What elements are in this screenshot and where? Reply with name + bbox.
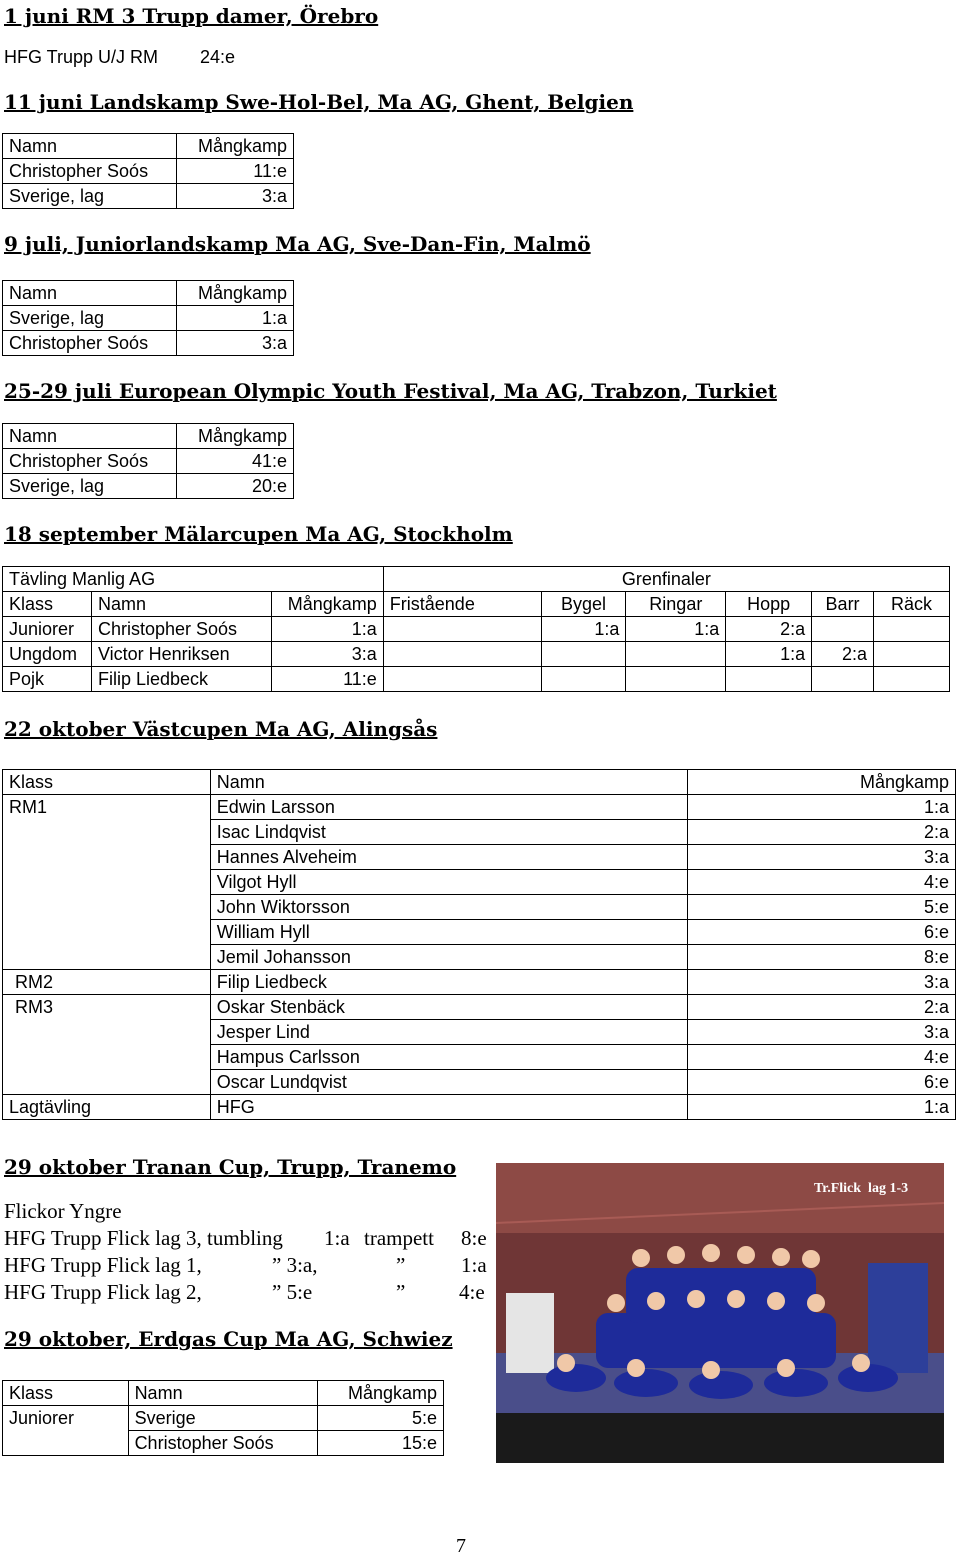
table-header-row bbox=[3, 770, 956, 795]
result-cell: 3:a bbox=[688, 845, 956, 870]
table-row bbox=[3, 1431, 444, 1456]
class-cell bbox=[3, 1070, 211, 1095]
table-row bbox=[3, 449, 294, 474]
table-group-row bbox=[3, 567, 950, 592]
table-row bbox=[3, 845, 956, 870]
result-cell: 15:e bbox=[318, 1431, 444, 1456]
result-line-team: HFG Trupp Flick lag 1, bbox=[4, 1253, 202, 1277]
result-cell: 1:a bbox=[541, 617, 626, 642]
header-cell: Namn bbox=[3, 281, 177, 306]
result-line-value: 1:a bbox=[324, 1226, 350, 1250]
section-heading-orebro: 1 juni RM 3 Trupp damer, Örebro bbox=[4, 4, 379, 28]
result-line-team: HFG Trupp Flick lag 2, bbox=[4, 1280, 202, 1304]
result-cell: 20:e bbox=[177, 474, 294, 499]
results-table-ghent bbox=[2, 133, 294, 209]
class-cell: Pojk bbox=[3, 667, 92, 692]
table-row bbox=[3, 617, 950, 642]
section-heading-trabzon: 25-29 juli European Olympic Youth Festival, Ma AG, Trabzon, Turkiet bbox=[4, 379, 777, 403]
class-cell: Juniorer bbox=[3, 1406, 129, 1431]
table-header-row bbox=[3, 592, 950, 617]
result-cell bbox=[541, 642, 626, 667]
header-cell: Klass bbox=[3, 1381, 129, 1406]
results-table-alingsas bbox=[2, 769, 956, 1120]
result-cell bbox=[812, 667, 874, 692]
class-cell: RM3 bbox=[3, 995, 211, 1020]
table-row bbox=[3, 184, 294, 209]
result-cell bbox=[874, 667, 950, 692]
result-cell: 4:e bbox=[688, 870, 956, 895]
table-header-row bbox=[3, 424, 294, 449]
table-row bbox=[3, 920, 956, 945]
name-cell: Sverige, lag bbox=[3, 306, 177, 331]
result-line-label: trampett bbox=[364, 1226, 434, 1250]
result-cell: 8:e bbox=[688, 945, 956, 970]
class-cell bbox=[3, 1020, 211, 1045]
class-cell bbox=[3, 1045, 211, 1070]
name-cell: Hampus Carlsson bbox=[210, 1045, 687, 1070]
result-cell: 3:a bbox=[271, 642, 383, 667]
table-row bbox=[3, 306, 294, 331]
header-cell: Fristående bbox=[383, 592, 541, 617]
name-cell: Oscar Lundqvist bbox=[210, 1070, 687, 1095]
result-line-label: ” bbox=[396, 1280, 406, 1304]
team-photo bbox=[496, 1163, 944, 1463]
name-cell: Oskar Stenbäck bbox=[210, 995, 687, 1020]
header-cell: Mångkamp bbox=[177, 281, 294, 306]
name-cell: William Hyll bbox=[210, 920, 687, 945]
header-cell: Räck bbox=[874, 592, 950, 617]
page-number: 7 bbox=[456, 1535, 466, 1557]
name-cell: Isac Lindqvist bbox=[210, 820, 687, 845]
header-cell: Namn bbox=[3, 134, 177, 159]
name-cell: Sverige, lag bbox=[3, 184, 177, 209]
result-cell: 1:a bbox=[177, 306, 294, 331]
name-cell: Sverige bbox=[128, 1406, 318, 1431]
table-row bbox=[3, 995, 956, 1020]
table-row bbox=[3, 970, 956, 995]
section-heading-alingsas: 22 oktober Västcupen Ma AG, Alingsås bbox=[4, 717, 438, 741]
name-cell: John Wiktorsson bbox=[210, 895, 687, 920]
name-cell: Jesper Lind bbox=[210, 1020, 687, 1045]
results-table-erdgas bbox=[2, 1380, 444, 1456]
table-row bbox=[3, 795, 956, 820]
name-cell: Victor Henriksen bbox=[91, 642, 271, 667]
header-cell: Hopp bbox=[726, 592, 812, 617]
result-line-value: ” 5:e bbox=[272, 1280, 313, 1304]
group-cell: Grenfinaler bbox=[383, 567, 949, 592]
result-cell: 41:e bbox=[177, 449, 294, 474]
name-cell: Vilgot Hyll bbox=[210, 870, 687, 895]
result-cell: 2:a bbox=[726, 617, 812, 642]
header-cell: Mångkamp bbox=[688, 770, 956, 795]
table-header-row bbox=[3, 134, 294, 159]
table-row bbox=[3, 1406, 444, 1431]
result-cell: 2:a bbox=[812, 642, 874, 667]
team-place: 24:e bbox=[200, 47, 236, 67]
result-line-value: 1:a bbox=[461, 1253, 487, 1277]
results-table-malmo bbox=[2, 280, 294, 356]
result-cell: 3:a bbox=[177, 184, 294, 209]
section-heading-erdgas: 29 oktober, Erdgas Cup Ma AG, Schwiez bbox=[4, 1327, 453, 1351]
header-cell: Mångkamp bbox=[318, 1381, 444, 1406]
name-cell: Christopher Soós bbox=[3, 159, 177, 184]
table-row bbox=[3, 945, 956, 970]
header-cell: Mångkamp bbox=[271, 592, 383, 617]
class-cell bbox=[3, 870, 211, 895]
class-cell bbox=[3, 920, 211, 945]
header-cell: Klass bbox=[3, 770, 211, 795]
name-cell: Christopher Soós bbox=[3, 449, 177, 474]
result-cell bbox=[383, 642, 541, 667]
header-cell: Namn bbox=[210, 770, 687, 795]
table-row bbox=[3, 474, 294, 499]
result-cell bbox=[812, 617, 874, 642]
team-photo-image bbox=[496, 1163, 944, 1463]
result-cell bbox=[726, 667, 812, 692]
name-cell: Hannes Alveheim bbox=[210, 845, 687, 870]
result-cell bbox=[383, 617, 541, 642]
section-heading-stockholm: 18 september Mälarcupen Ma AG, Stockholm bbox=[4, 522, 513, 546]
name-cell: HFG bbox=[210, 1095, 687, 1120]
result-cell: 2:a bbox=[688, 820, 956, 845]
class-cell bbox=[3, 895, 211, 920]
result-cell bbox=[874, 617, 950, 642]
class-cell bbox=[3, 820, 211, 845]
name-cell: Filip Liedbeck bbox=[91, 667, 271, 692]
photo-caption: Tr.Flick lag 1-3 bbox=[814, 1181, 909, 1196]
result-cell: 4:e bbox=[688, 1045, 956, 1070]
header-cell: Mångkamp bbox=[177, 134, 294, 159]
table-header-row bbox=[3, 1381, 444, 1406]
class-cell bbox=[3, 945, 211, 970]
table-row bbox=[3, 1045, 956, 1070]
table-header-row bbox=[3, 281, 294, 306]
result-cell: 5:e bbox=[318, 1406, 444, 1431]
class-cell: RM2 bbox=[3, 970, 211, 995]
result-cell bbox=[626, 642, 726, 667]
result-cell: 2:a bbox=[688, 995, 956, 1020]
header-cell: Klass bbox=[3, 592, 92, 617]
table-row bbox=[3, 331, 294, 356]
table-row bbox=[3, 1070, 956, 1095]
class-cell: Juniorer bbox=[3, 617, 92, 642]
table-row bbox=[3, 1095, 956, 1120]
result-cell: 1:a bbox=[626, 617, 726, 642]
section-heading-ghent: 11 juni Landskamp Swe-Hol-Bel, Ma AG, Ghent, Belgien bbox=[4, 90, 634, 114]
name-cell: Christopher Soós bbox=[128, 1431, 318, 1456]
section-heading-tranemo: 29 oktober Tranan Cup, Trupp, Tranemo bbox=[4, 1155, 457, 1179]
result-cell: 1:a bbox=[726, 642, 812, 667]
result-cell: 11:e bbox=[177, 159, 294, 184]
table-row bbox=[3, 159, 294, 184]
class-cell bbox=[3, 1431, 129, 1456]
team-name: HFG Trupp U/J RM bbox=[4, 47, 159, 67]
result-cell bbox=[874, 642, 950, 667]
header-cell: Namn bbox=[91, 592, 271, 617]
header-cell: Bygel bbox=[541, 592, 626, 617]
table-row bbox=[3, 1020, 956, 1045]
table-row bbox=[3, 870, 956, 895]
name-cell: Christopher Soós bbox=[91, 617, 271, 642]
table-row bbox=[3, 667, 950, 692]
result-cell bbox=[626, 667, 726, 692]
results-table-stockholm bbox=[2, 566, 950, 692]
header-cell: Namn bbox=[128, 1381, 318, 1406]
results-table-trabzon bbox=[2, 423, 294, 499]
result-cell: 1:a bbox=[688, 1095, 956, 1120]
name-cell: Edwin Larsson bbox=[210, 795, 687, 820]
class-cell: Lagtävling bbox=[3, 1095, 211, 1120]
result-line-team: HFG Trupp Flick lag 3, tumbling bbox=[4, 1226, 283, 1250]
header-cell: Barr bbox=[812, 592, 874, 617]
result-cell bbox=[541, 667, 626, 692]
result-line-value: 4:e bbox=[459, 1280, 485, 1304]
class-cell: Ungdom bbox=[3, 642, 92, 667]
table-row bbox=[3, 820, 956, 845]
result-cell: 3:a bbox=[688, 970, 956, 995]
name-cell: Filip Liedbeck bbox=[210, 970, 687, 995]
result-line-value: 8:e bbox=[461, 1226, 487, 1250]
result-line-value: ” 3:a, bbox=[272, 1253, 318, 1277]
class-cell bbox=[3, 845, 211, 870]
result-cell: 11:e bbox=[271, 667, 383, 692]
header-cell: Mångkamp bbox=[177, 424, 294, 449]
competition-cell: Tävling Manlig AG bbox=[3, 567, 384, 592]
result-cell bbox=[383, 667, 541, 692]
header-cell: Namn bbox=[3, 424, 177, 449]
result-cell: 3:a bbox=[177, 331, 294, 356]
name-cell: Jemil Johansson bbox=[210, 945, 687, 970]
result-cell: 6:e bbox=[688, 920, 956, 945]
section-heading-malmo: 9 juli, Juniorlandskamp Ma AG, Sve-Dan-Fin, Malmö bbox=[4, 232, 591, 256]
table-row bbox=[3, 895, 956, 920]
result-cell: 5:e bbox=[688, 895, 956, 920]
result-line-label: ” bbox=[396, 1253, 406, 1277]
category-label: Flickor Yngre bbox=[4, 1199, 122, 1223]
class-cell: RM1 bbox=[3, 795, 211, 820]
result-cell: 1:a bbox=[688, 795, 956, 820]
result-cell: 1:a bbox=[271, 617, 383, 642]
name-cell: Sverige, lag bbox=[3, 474, 177, 499]
result-cell: 3:a bbox=[688, 1020, 956, 1045]
header-cell: Ringar bbox=[626, 592, 726, 617]
name-cell: Christopher Soós bbox=[3, 331, 177, 356]
result-cell: 6:e bbox=[688, 1070, 956, 1095]
table-row bbox=[3, 642, 950, 667]
